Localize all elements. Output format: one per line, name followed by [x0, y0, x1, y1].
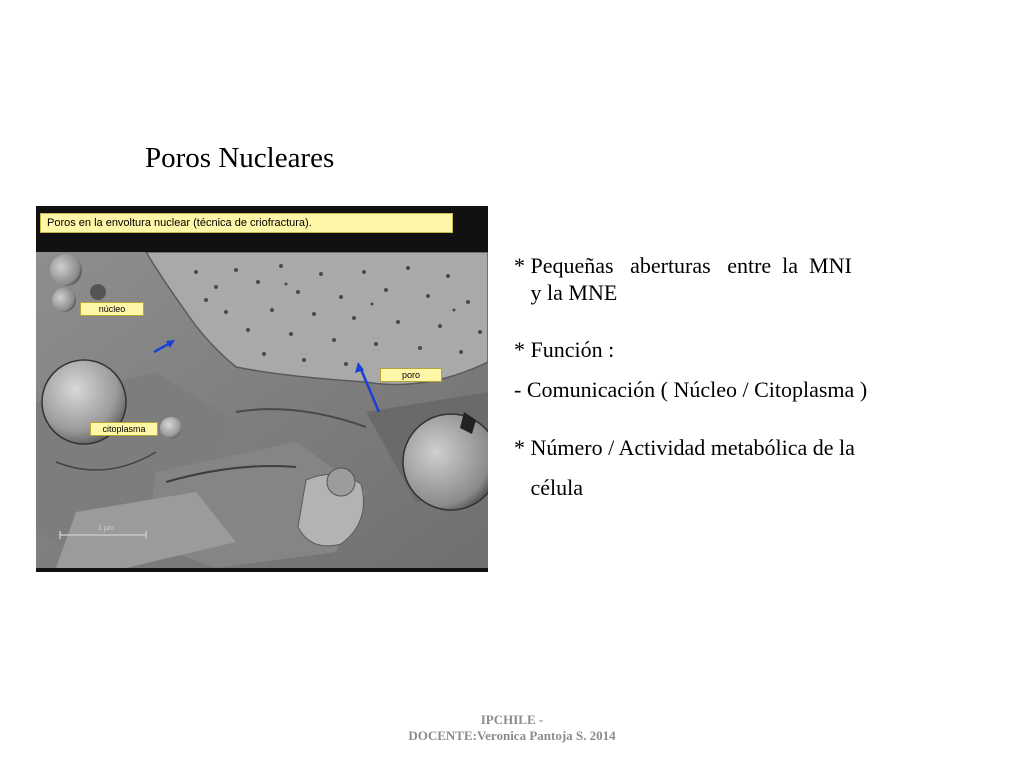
footer — [312, 712, 712, 744]
bullet-list — [514, 252, 984, 501]
bullet-line: * Pequeñas aberturas entre la MNI — [514, 253, 852, 278]
figure-caption: Poros en la envoltura nuclear (técnica de criofractura). — [40, 213, 453, 233]
bullet-line: y la MNE — [514, 280, 618, 305]
footer-line: DOCENTE:Veronica Pantoja S. 2014 — [408, 728, 616, 743]
slide-title: Poros Nucleares — [145, 142, 335, 174]
bullet-line: - Comunicación ( Núcleo / Citoplasma ) — [514, 377, 868, 402]
right-vesicle — [403, 414, 488, 510]
nucleus-label: núcleo — [80, 302, 144, 316]
cytoplasm-label: citoplasma — [90, 422, 158, 436]
freeze-fracture-micrograph — [36, 252, 488, 568]
bullet-line: * Función : — [514, 337, 615, 362]
bullet-line: célula — [514, 475, 584, 500]
micrograph-figure — [36, 206, 488, 572]
pore-label: poro — [380, 368, 442, 382]
bullet-line: * Número / Actividad metabólica de la — [514, 435, 855, 460]
small-vesicle — [50, 254, 82, 286]
spacer — [514, 306, 984, 333]
spacer — [514, 403, 984, 430]
scale-bar-label: 1 µm — [98, 525, 114, 532]
footer-line: IPCHILE - — [480, 712, 544, 727]
